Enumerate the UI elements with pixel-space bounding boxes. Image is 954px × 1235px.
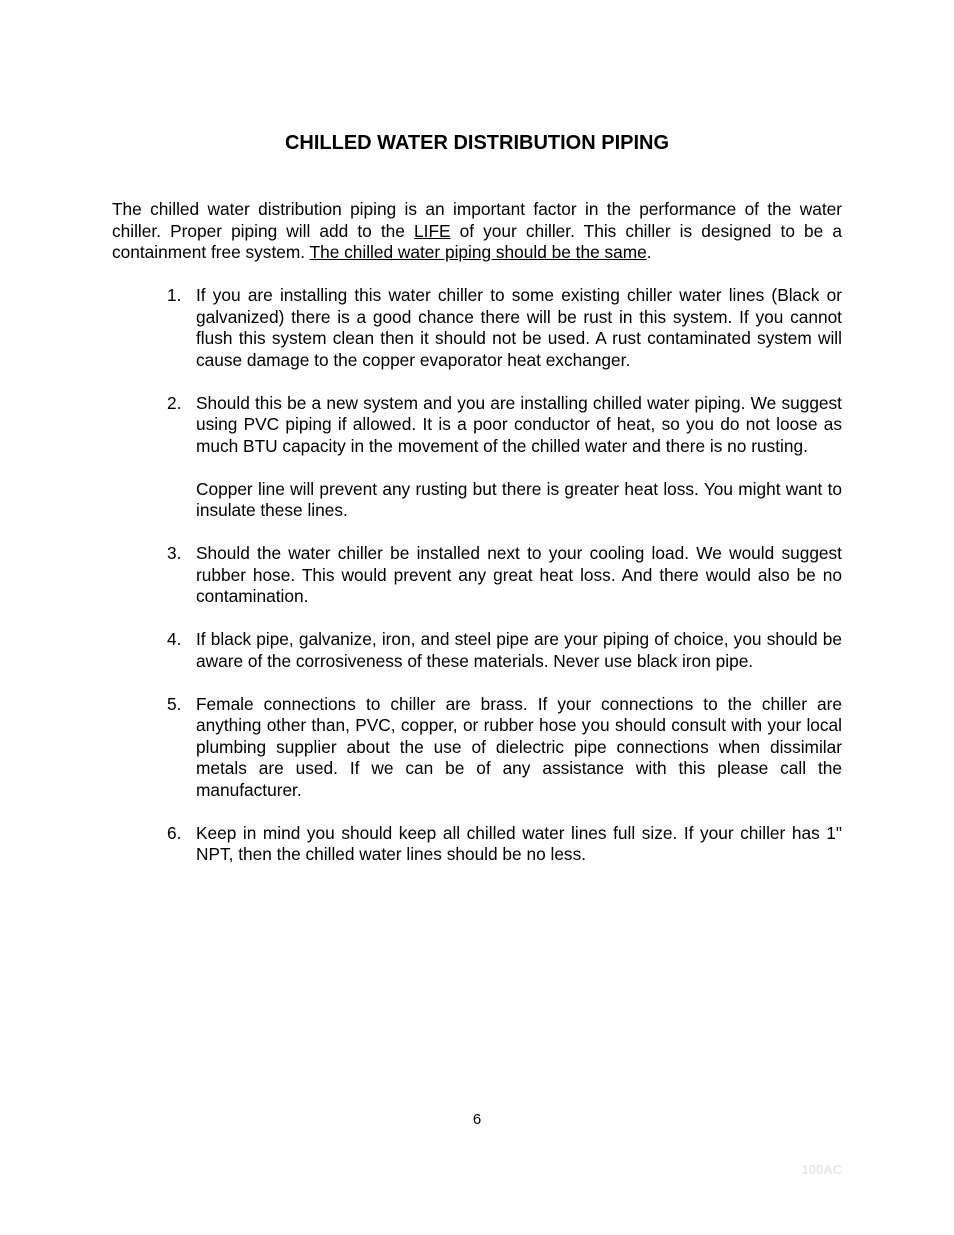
list-item <box>167 393 842 522</box>
list-item-number: 1. <box>167 285 182 305</box>
list-item-text: Should this be a new system and you are installing chilled water piping. We suggest using PVC piping if allowed. It is a poor conductor of heat, so you do not loose as much BTU capacity in the movement of the chilled water and there is no rusting. <box>196 392 842 456</box>
intro-text-3: . <box>646 242 652 262</box>
page-number: 6 <box>472 1111 482 1128</box>
list-item <box>167 629 842 672</box>
list-item-text: If black pipe, galvanize, iron, and steel pipe are your piping of choice, you should be aware of the corrosiveness of these materials. Never use black iron pipe. <box>196 629 842 671</box>
list-item <box>167 823 842 866</box>
list-item-text: Should the water chiller be installed next to your cooling load. We would suggest rubber hose. This would prevent any great heat loss. And there would also be no contamination. <box>196 543 842 606</box>
list-item-number: 4. <box>167 629 182 649</box>
list-item <box>167 694 842 802</box>
piping-same-emphasis: The chilled water piping should be the same <box>309 242 647 262</box>
list-item-number: 5. <box>167 693 182 714</box>
list-item-text: Keep in mind you should keep all chilled water lines full size. If your chiller has 1" NPT, then the chilled water lines should be no less. <box>196 822 842 864</box>
list-item-text: Female connections to chiller are brass. If your connections to the chiller are anything other than, PVC, copper, or rubber hose you should consult with your local plumbing supplier about the use of dielectric pipe connections when dissimilar metals are used. If we can be of any assistance with this please call the manufacturer. <box>196 693 842 800</box>
intro-paragraph <box>112 199 842 264</box>
list-item-number: 6. <box>167 822 182 843</box>
list-item-number: 3. <box>167 543 182 563</box>
list-item <box>167 285 842 371</box>
page-title: CHILLED WATER DISTRIBUTION PIPING <box>284 132 670 154</box>
list-item <box>167 543 842 608</box>
document-code: 100AC <box>801 1162 842 1177</box>
intro-text-1: The chilled water distribution piping is an important factor in the performance of the water chiller. Proper piping will add to the <box>112 199 842 241</box>
life-emphasis: LIFE <box>414 220 451 241</box>
intro-text-2: of your chiller. This chiller is designed to be a containment free system. <box>112 220 842 262</box>
list-item-text: If you are installing this water chiller to some existing chiller water lines (Black or galvanized) there is a good chance there will be rust in this system. If you cannot flush this system clean then it should not be used. A rust contaminated system will cause damage to the copper evaporator heat exchanger. <box>196 285 842 370</box>
piping-guidelines-list <box>167 285 842 887</box>
list-item-text: Copper line will prevent any rusting but there is greater heat loss. You might want to insulate these lines. <box>196 478 842 520</box>
list-item-number: 2. <box>167 392 182 413</box>
